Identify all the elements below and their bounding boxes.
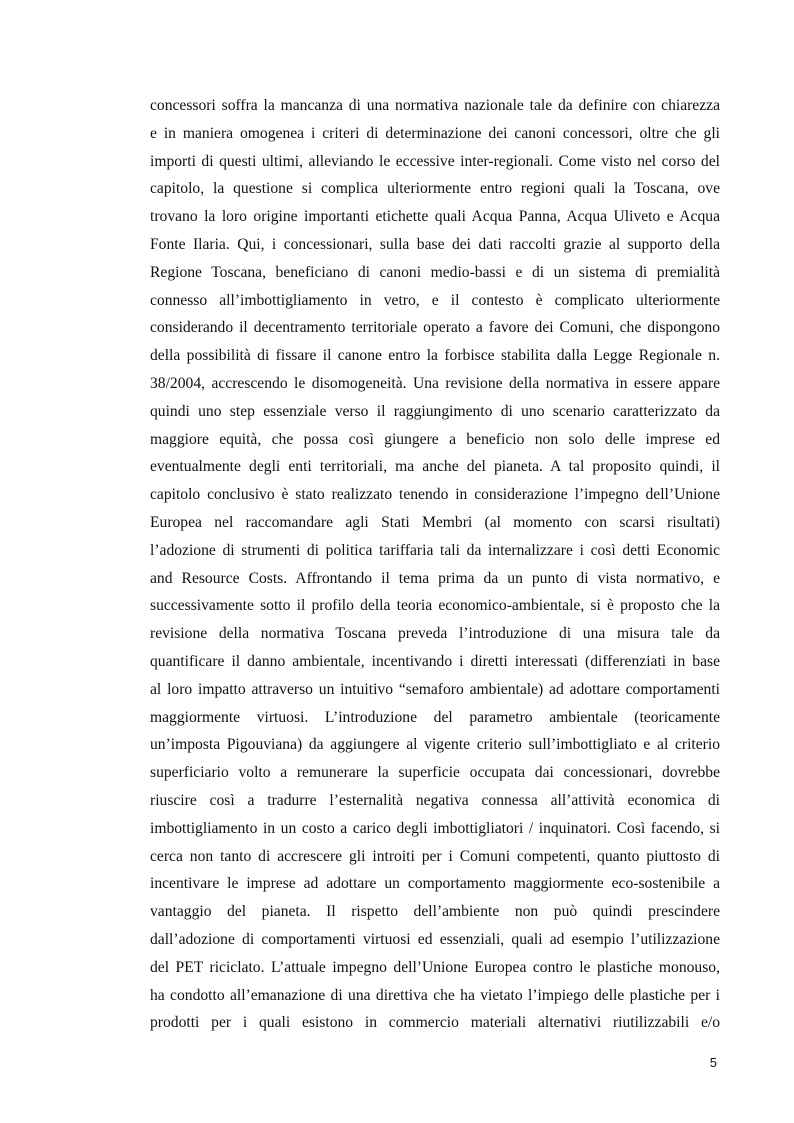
text-line: successivamente sotto il profilo della teoria economico-ambientale, si è proposto che la [150, 597, 720, 615]
text-line: l’adozione di strumenti di politica tariffaria tali da internalizzare i così detti Economic [150, 541, 720, 559]
text-line: 38/2004, accrescendo le disomogeneità. Una revisione della normativa in essere appare [150, 374, 720, 392]
text-line: e in maniera omogenea i criteri di determinazione dei canoni concessori, oltre che gli [150, 124, 720, 142]
text-line: considerando il decentramento territoriale operato a favore dei Comuni, che dispongono [150, 319, 720, 337]
text-line: vantaggio del pianeta. Il rispetto dell’ambiente non può quindi prescindere [150, 903, 720, 921]
text-line: un’imposta Pigouviana) da aggiungere al vigente criterio sull’imbottigliato e al criterio [150, 736, 720, 754]
body-paragraph [150, 92, 720, 1037]
text-line: trovano la loro origine importanti etichette quali Acqua Panna, Acqua Uliveto e Acqua [150, 208, 720, 226]
text-line: della possibilità di fissare il canone entro la forbisce stabilita dalla Legge Regionale n. [150, 347, 720, 365]
text-line: ha condotto all’emanazione di una direttiva che ha vietato l’impiego delle plastiche per i [150, 986, 720, 1004]
text-line: connesso all’imbottigliamento in vetro, e il contesto è complicato ulteriormente [150, 291, 720, 309]
text-line: imbottigliamento in un costo a carico degli imbottigliatori / inquinatori. Così facendo, si [150, 819, 720, 837]
text-line: prodotti per i quali esistono in commercio materiali alternativi riutilizzabili e/o [150, 1014, 720, 1032]
text-line: superficiario volto a remunerare la superficie occupata dai concessionari, dovrebbe [150, 764, 720, 782]
text-line: quantificare il danno ambientale, incentivando i diretti interessati (differenziati in base [150, 652, 720, 670]
text-line: capitolo conclusivo è stato realizzato tenendo in considerazione l’impegno dell’Unione [150, 486, 720, 504]
text-line: revisione della normativa Toscana preveda l’introduzione di una misura tale da [150, 625, 720, 643]
text-line: eventualmente degli enti territoriali, ma anche del pianeta. A tal proposito quindi, il [150, 458, 720, 476]
text-line: incentivare le imprese ad adottare un comportamento maggiormente eco-sostenibile a [150, 875, 720, 893]
text-line: capitolo, la questione si complica ulteriormente entro regioni quali la Toscana, ove [150, 180, 720, 198]
text-line: maggiormente virtuosi. L’introduzione del parametro ambientale (teoricamente [150, 708, 720, 726]
text-line: and Resource Costs. Affrontando il tema prima da un punto di vista normativo, e [150, 569, 720, 587]
text-line: cerca non tanto di accrescere gli introiti per i Comuni competenti, quanto piuttosto di [150, 847, 720, 865]
text-line: del PET riciclato. L’attuale impegno dell’Unione Europea contro le plastiche monouso, [150, 958, 720, 976]
text-line: maggiore equità, che possa così giungere a beneficio non solo delle imprese ed [150, 430, 720, 448]
page-number: 5 [709, 1055, 717, 1070]
text-line: quindi uno step essenziale verso il raggiungimento di uno scenario caratterizzato da [150, 402, 720, 420]
text-line: importi di questi ultimi, alleviando le eccessive inter-regionali. Come visto nel corso del [150, 152, 720, 170]
text-line: concessori soffra la mancanza di una normativa nazionale tale da definire con chiarezza [150, 97, 720, 114]
text-line: riuscire così a tradurre l’esternalità negativa connessa all’attività economica di [150, 791, 720, 809]
text-line: dall’adozione di comportamenti virtuosi ed essenziali, quali ad esempio l’utilizzazione [150, 930, 720, 948]
text-line: Regione Toscana, beneficiano di canoni medio-bassi e di un sistema di premialità [150, 263, 720, 281]
text-line: al loro impatto attraverso un intuitivo “semaforo ambientale) ad adottare comportamenti [150, 680, 720, 698]
text-line: Europea nel raccomandare agli Stati Membri (al momento con scarsi risultati) [150, 513, 720, 531]
text-line: Fonte Ilaria. Qui, i concessionari, sulla base dei dati raccolti grazie al supporto della [150, 235, 720, 253]
